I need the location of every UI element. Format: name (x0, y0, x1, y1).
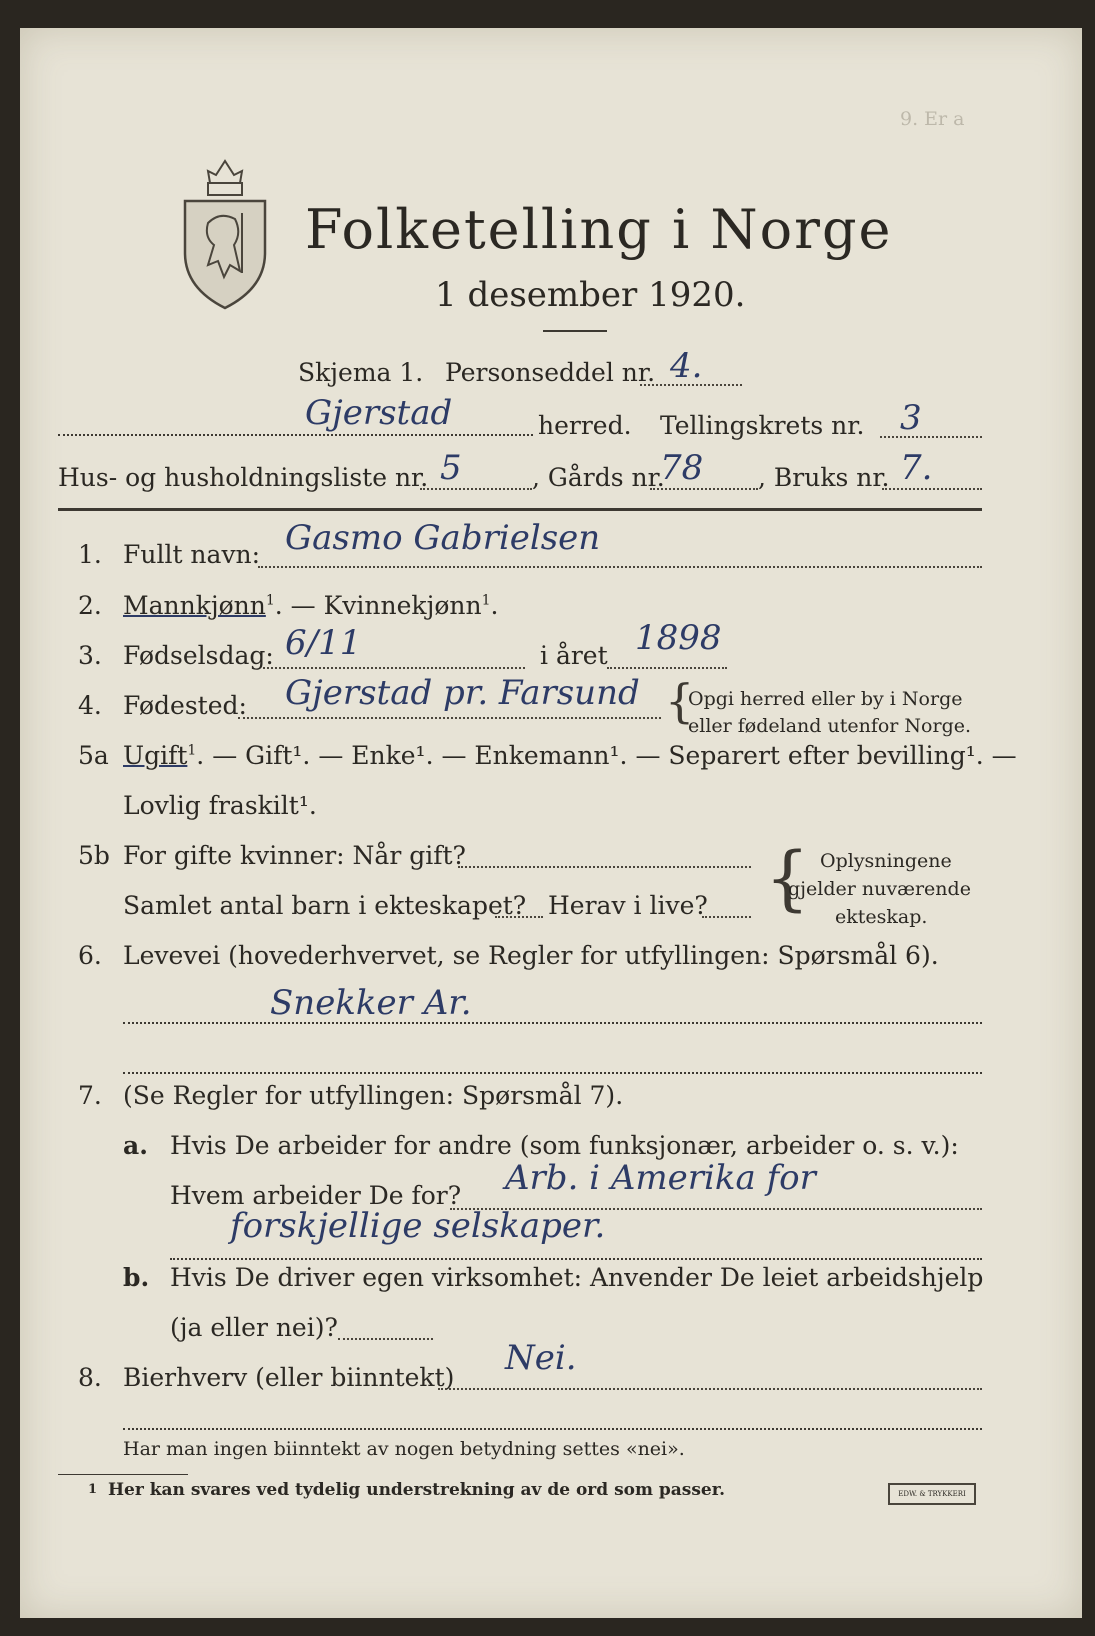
employer-value-line-2[interactable]: forskjellige selskaper. (230, 1206, 606, 1246)
herred-field-line (58, 434, 533, 436)
footer-note: Har man ingen biinntekt av nogen betydning settes «nei». (123, 1438, 685, 1460)
q2-male-option[interactable]: Mannkjønn (123, 591, 266, 620)
q5b-alive-label: Herav i live? (548, 891, 708, 920)
hus-field-line (420, 488, 532, 490)
q6-field-line-1 (123, 1022, 982, 1024)
form-title: Folketelling i Norge (305, 198, 893, 261)
bleed-through: 9. Er a (900, 108, 965, 130)
q5a-line-2[interactable]: Lovlig fraskilt¹. (123, 791, 317, 820)
q5a-number: 5a (78, 741, 109, 770)
q5b-note-2: gjelder nuværende (788, 878, 971, 900)
q5b-label: For gifte kvinner: Når gift? (123, 841, 466, 870)
personseddel-value[interactable]: 4. (670, 346, 703, 386)
q4-label: Fødested: (123, 691, 247, 720)
q7b-field-line (338, 1338, 433, 1340)
q5b-children-label: Samlet antal barn i ekteskapet? (123, 891, 527, 920)
hus-label: Hus- og husholdningsliste nr. (58, 463, 429, 492)
q8-field-line (438, 1388, 982, 1390)
full-name-value[interactable]: Gasmo Gabrielsen (285, 518, 601, 558)
census-date: 1 desember 1920. (435, 275, 746, 315)
printer-stamp: EDW. & TRYKKERI (888, 1483, 976, 1505)
q7a-letter: a. (123, 1131, 148, 1160)
q8-number: 8. (78, 1363, 102, 1392)
q7b-label: Hvis De driver egen virksomhet: Anvender De leiet arbeidshjelp (170, 1263, 984, 1292)
q1-label: Fullt navn: (123, 540, 261, 569)
q5b-number: 5b (78, 841, 110, 870)
q1-field-line (258, 566, 982, 568)
q7-label: (Se Regler for utfyllingen: Spørsmål 7). (123, 1081, 624, 1110)
q4-note-2: eller fødeland utenfor Norge. (688, 715, 972, 737)
q5b-married-field-line (458, 866, 751, 868)
q2-number: 2. (78, 591, 102, 620)
q2-female-option[interactable]: . — Kvinnekjønn (274, 591, 482, 620)
q5a-options (123, 741, 1017, 770)
footnote-divider (58, 1474, 188, 1475)
bruks-label: , Bruks nr. (758, 463, 890, 492)
q3-number: 3. (78, 641, 102, 670)
title-divider (543, 330, 607, 332)
q3-label: Fødselsdag: (123, 641, 274, 670)
q5b-children-field-line (495, 916, 543, 918)
personseddel-label: Personseddel nr. (445, 358, 656, 387)
occupation-value[interactable]: Snekker Ar. (270, 983, 472, 1023)
q5b-note-3: ekteskap. (835, 906, 928, 928)
q5b-brace: { (765, 837, 810, 919)
coat-of-arms-icon (180, 153, 270, 313)
q5a-footnote-mark: 1 (187, 742, 197, 759)
bruks-value[interactable]: 7. (900, 448, 933, 488)
q3-year-label: i året (540, 641, 608, 670)
q7b-letter: b. (123, 1263, 150, 1292)
gards-label: , Gårds nr. (532, 463, 665, 492)
q4-note-1: Opgi herred eller by i Norge (688, 688, 963, 710)
q8-label: Bierhverv (eller biinntekt) (123, 1363, 455, 1392)
tellingskrets-field-line (880, 436, 982, 438)
q7a-who-label: Hvem arbeider De for? (170, 1181, 462, 1210)
birthplace-value[interactable]: Gjerstad pr. Farsund (285, 673, 640, 713)
footnote-text: Her kan svares ved tydelig understrekning av de ord som passer. (108, 1480, 726, 1500)
q4-brace: { (665, 674, 695, 728)
q6-number: 6. (78, 941, 102, 970)
footnote-mark: 1 (88, 1482, 98, 1497)
birthday-field-line (263, 667, 525, 669)
q7b-line-2: (ja eller nei)? (170, 1313, 338, 1342)
tellingskrets-value[interactable]: 3 (900, 398, 922, 438)
q1-number: 1. (78, 540, 102, 569)
census-form-page (20, 28, 1082, 1618)
q8-field-line-2 (123, 1428, 982, 1430)
q4-number: 4. (78, 691, 102, 720)
q6-field-line-2 (123, 1072, 982, 1074)
q6-label: Levevei (hovederhvervet, se Regler for utfyllingen: Spørsmål 6). (123, 941, 939, 970)
gards-field-line (650, 488, 758, 490)
skjema-label: Skjema 1. (298, 358, 424, 387)
q5a-ugift-option[interactable]: Ugift (123, 741, 188, 770)
birthday-value[interactable]: 6/11 (285, 623, 362, 663)
side-income-value[interactable]: Nei. (505, 1338, 577, 1378)
birth-year-value[interactable]: 1898 (635, 618, 722, 658)
q5b-alive-field-line (702, 916, 751, 918)
q7a-label: Hvis De arbeider for andre (som funksjonær, arbeider o. s. v.): (170, 1131, 959, 1160)
header-divider (58, 508, 982, 511)
birthplace-field-line (238, 717, 661, 719)
q5b-note-1: Oplysningene (820, 850, 952, 872)
q2-footnote-mark-2: 1 (481, 592, 491, 609)
q2-footnote-mark: 1 (265, 592, 275, 609)
tellingskrets-label: Tellingskrets nr. (660, 411, 865, 440)
q7a-field-line-2 (170, 1258, 982, 1260)
herred-value[interactable]: Gjerstad (305, 393, 453, 433)
q5a-other-options[interactable]: . — Gift¹. — Enke¹. — Enkemann¹. — Separert efter bevilling¹. — (196, 741, 1017, 770)
hus-value[interactable]: 5 (440, 448, 462, 488)
q2-options (123, 591, 498, 620)
q2-end: . (490, 591, 499, 620)
herred-label: herred. (538, 411, 632, 440)
birth-year-field-line (607, 667, 727, 669)
bruks-field-line (882, 488, 982, 490)
employer-value-line-1[interactable]: Arb. i Amerika for (505, 1158, 816, 1198)
gards-value[interactable]: 78 (660, 448, 704, 488)
q7-number: 7. (78, 1081, 102, 1110)
